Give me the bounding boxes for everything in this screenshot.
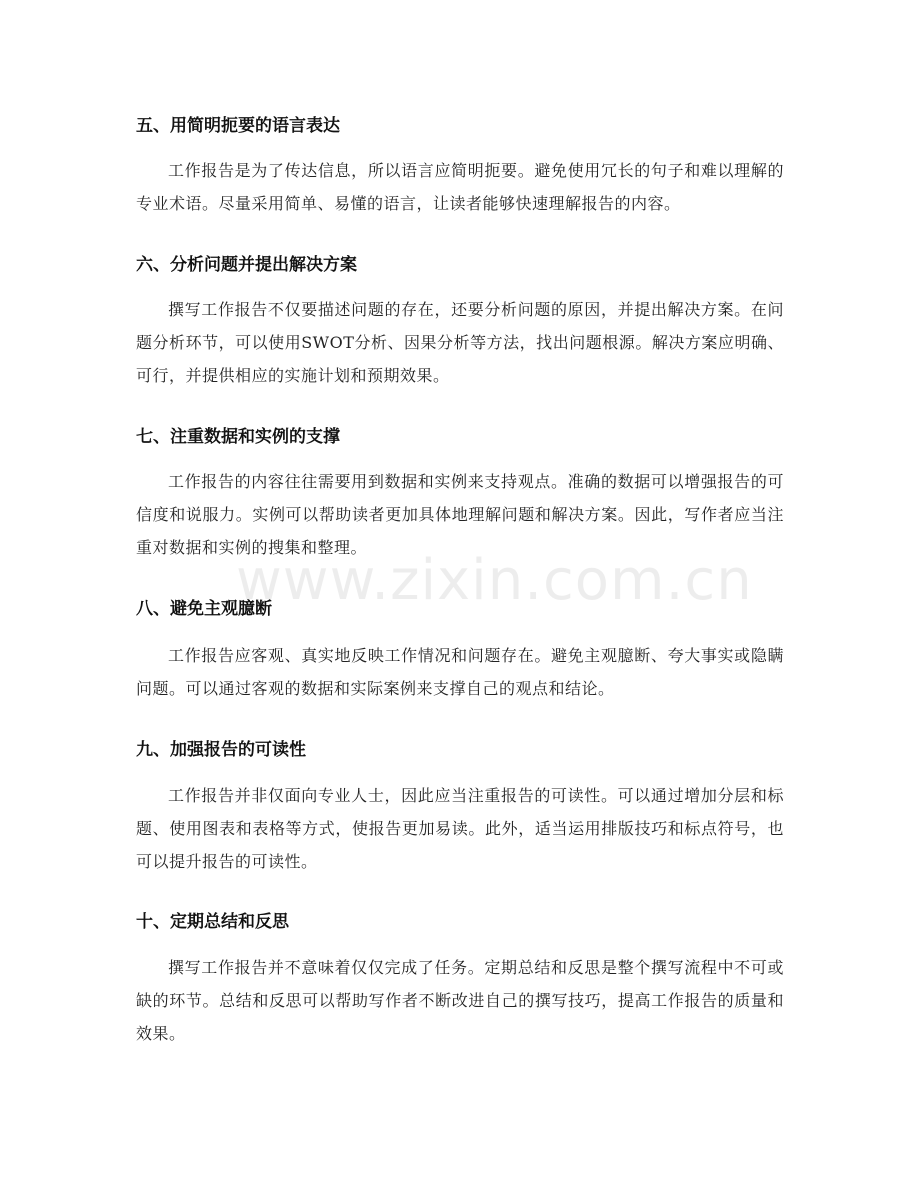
section-body-9: 工作报告并非仅面向专业人士，因此应当注重报告的可读性。可以通过增加分层和标题、使用图表和表格等方式，使报告更加易读。此外，适当运用排版技巧和标点符号，也可以提升报告的可读性。 (136, 786, 784, 871)
section-heading-6: 六、分析问题并提出解决方案 (136, 255, 357, 275)
section-body-5: 工作报告是为了传达信息，所以语言应简明扼要。避免使用冗长的句子和难以理解的专业术语。尽量采用简单、易懂的语言，让读者能够快速理解报告的内容。 (136, 161, 784, 213)
watermark: www.zixin.com.cn (236, 548, 753, 613)
section-body-7: 工作报告的内容往往需要用到数据和实例来支持观点。准确的数据可以增强报告的可信度和说服力。实例可以帮助读者更加具体地理解问题和解决方案。因此，写作者应当注重对数据和实例的搜集和整理。 (136, 472, 784, 557)
section-heading-9: 九、加强报告的可读性 (136, 740, 306, 760)
section-heading-10: 十、定期总结和反思 (136, 912, 289, 932)
section-body-6: 撰写工作报告不仅要描述问题的存在，还要分析问题的原因，并提出解决方案。在问题分析环节，可以使用SWOT分析、因果分析等方法，找出问题根源。解决方案应明确、可行，并提供相应的实施计划和预期效果。 (136, 300, 784, 385)
section-body-10: 撰写工作报告并不意味着仅仅完成了任务。定期总结和反思是整个撰写流程中不可或缺的环节。总结和反思可以帮助写作者不断改进自己的撰写技巧，提高工作报告的质量和效果。 (136, 958, 784, 1043)
section-body-8: 工作报告应客观、真实地反映工作情况和问题存在。避免主观臆断、夸大事实或隐瞒问题。可以通过客观的数据和实际案例来支撑自己的观点和结论。 (136, 646, 784, 698)
section-heading-8: 八、避免主观臆断 (136, 599, 272, 619)
section-heading-7: 七、注重数据和实例的支撑 (136, 427, 340, 447)
section-heading-5: 五、用简明扼要的语言表达 (136, 116, 340, 136)
